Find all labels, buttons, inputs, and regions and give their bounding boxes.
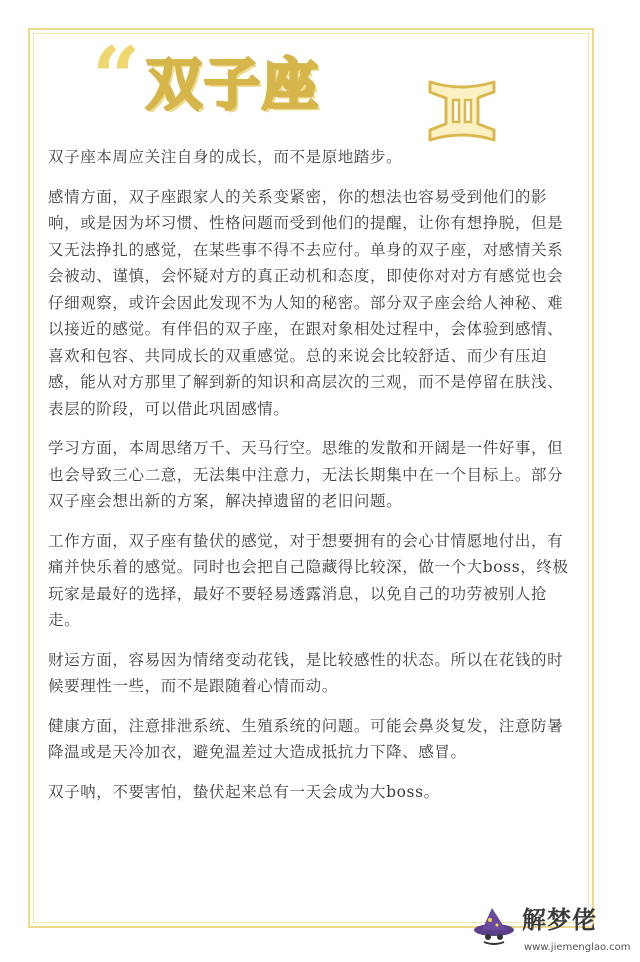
paragraph-work: 工作方面，双子座有蛰伏的感觉，对于想要拥有的会心甘情愿地付出，有痛并快乐着的感觉。同时也会把自己隐藏得比较深，做一个大boss，终极玩家是最好的选择，最好不要轻易透露消息，以免自己的功劳被别人抢走。 <box>48 531 569 629</box>
paragraph-health: 健康方面，注意排泄系统、生殖系统的问题。可能会鼻炎复发，注意防暑降温或是天冷加衣，避免温差过大造成抵抗力下降、感冒。 <box>48 716 564 761</box>
site-watermark <box>470 904 640 962</box>
paragraph-closing: 双子呐，不要害怕，蛰伏起来总有一天会成为大boss。 <box>48 782 440 801</box>
page-title: 双子座 <box>146 53 320 118</box>
paragraph-wealth: 财运方面，容易因为情绪变动花钱，是比较感性的状态。所以在花钱的时候要理性一些，而不是跟随着心情而动。 <box>48 650 564 695</box>
wizard-hat-logo-icon <box>472 906 516 946</box>
watermark-site-name: 解梦佬 <box>522 906 597 934</box>
paragraph-love: 感情方面，双子座跟家人的关系变紧密，你的想法也容易受到他们的影响，或是因为坏习惯、性格问题而受到他们的提醒，让你有想挣脱，但是又无法挣扎的感觉，在某些事不得不去应付。单身的双子座，对感情关系会被动、谨慎，会怀疑对方的真正动机和态度，即使你对对方有感觉也会仔细观察，或许会因此发现不为人知的秘密。部分双子座会给人神秘、难以接近的感觉。有伴侣的双子座，在跟对象相处过程中，会体验到感情、喜欢和包容、共同成长的双重感觉。总的来说会比较舒适、而少有压迫感，能从对方那里了解到新的知识和高层次的三观，而不是停留在肤浅、表层的阶段，可以借此巩固感情。 <box>48 187 564 418</box>
paragraph-intro: 双子座本周应关注自身的成长，而不是原地踏步。 <box>48 148 403 166</box>
paragraph-study: 学习方面，本周思绪万千、天马行空。思维的发散和开阔是一件好事，但也会导致三心二意，无法集中注意力，无法长期集中在一个目标上。部分双子座会想出新的方案，解决掉遗留的老旧问题。 <box>48 439 564 510</box>
title-quote-mark: “ <box>92 28 141 127</box>
gemini-zodiac-icon <box>424 72 500 148</box>
watermark-site-url: www.jiemenglao.com <box>524 942 631 953</box>
article-body <box>48 144 578 818</box>
